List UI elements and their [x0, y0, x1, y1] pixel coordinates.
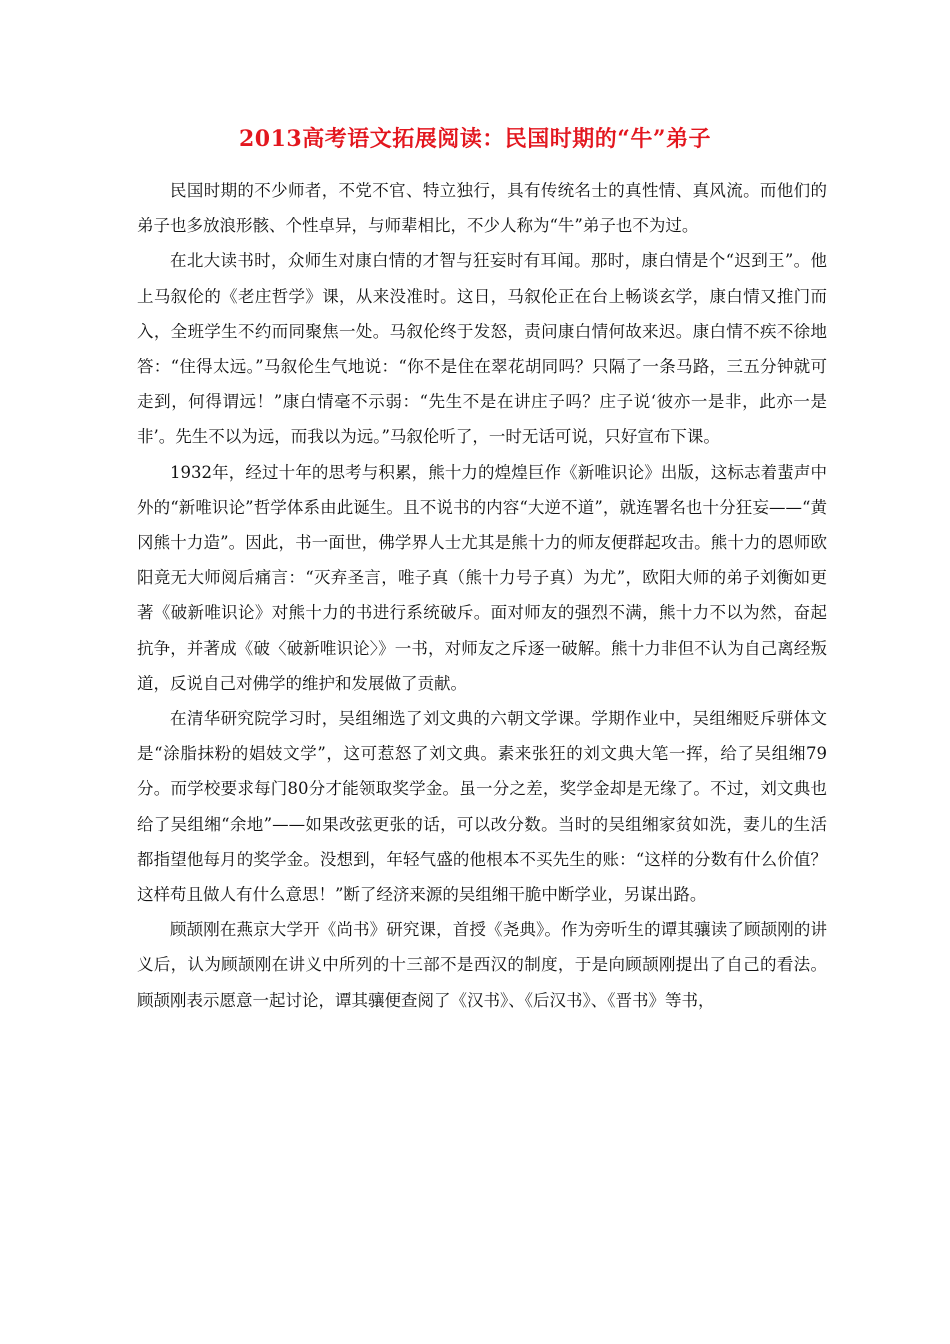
paragraph-kang-baiqing: 在北大读书时，众师生对康白情的才智与狂妄时有耳闻。那时，康白情是个“迟到王”。他上马叙伦的《老庄哲学》课，从来没准时。这日，马叙伦正在台上畅谈玄学，康白情又推门而入，全班学生不约而同聚焦一处。马叙伦终于发怒，责问康白情何故来迟。康白情不疾不徐地答：“住得太远。”马叙伦生气地说：“你不是住在翠花胡同吗？只隔了一条马路，三五分钟就可走到，何得谓远！”康白情毫不示弱：“先生不是在讲庄子吗？庄子说‘彼亦一是非，此亦一是非’。先生不以为远，而我以为远。”马叙伦听了，一时无话可说，只好宣布下课。	[137, 251, 827, 447]
paragraph-tan-qixiang: 顾颉刚在燕京大学开《尚书》研究课，首授《尧典》。作为旁听生的谭其骧读了顾颉刚的讲义后，认为顾颉刚在讲义中所列的十三部不是西汉的制度，于是向顾颉刚提出了自己的看法。顾颉刚表示愿意一起讨论，谭其骧便查阅了《汉书》、《后汉书》、《晋书》等书，	[137, 920, 827, 1010]
document-title: 2013高考语文拓展阅读：民国时期的“牛”弟子	[238, 126, 712, 152]
paragraph-wu-zuxiang: 在清华研究院学习时，吴组缃选了刘文典的六朝文学课。学期作业中，吴组缃贬斥骈体文是“涂脂抹粉的娼妓文学”，这可惹怒了刘文典。素来张狂的刘文典大笔一挥，给了吴组缃79分。而学校要求每门80分才能领取奖学金。虽一分之差，奖学金却是无缘了。不过，刘文典也给了吴组缃“余地”——如果改弦更张的话，可以改分数。当时的吴组缃家贫如洗，妻儿的生活都指望他每月的奖学金。没想到，年轻气盛的他根本不买先生的账：“这样的分数有什么价值？这样苟且做人有什么意思！”断了经济来源的吴组缃干脆中断学业，另谋出路。	[137, 709, 827, 905]
paragraph-intro: 民国时期的不少师者，不党不官、特立独行，具有传统名士的真性情、真风流。而他们的弟子也多放浪形骸、个性卓异，与师辈相比，不少人称为“牛”弟子也不为过。	[137, 181, 827, 236]
paragraph-xiong-shili: 1932年，经过十年的思考与积累，熊十力的煌煌巨作《新唯识论》出版，这标志着蜚声中外的“新唯识论”哲学体系由此诞生。且不说书的内容“大逆不道”，就连署名也十分狂妄——“黄冈熊十力造”。因此，书一面世，佛学界人士尤其是熊十力的师友便群起攻击。熊十力的恩师欧阳竟无大师阅后痛言：“灭弃圣言，唯子真（熊十力号子真）为尤”，欧阳大师的弟子刘衡如更著《破新唯识论》对熊十力的书进行系统破斥。面对师友的强烈不满，熊十力不以为然，奋起抗争，并著成《破〈破新唯识论〉》一书，对师友之斥逐一破解。熊十力非但不认为自己离经叛道，反说自己对佛学的维护和发展做了贡献。	[137, 462, 827, 693]
article-body	[137, 173, 827, 1018]
